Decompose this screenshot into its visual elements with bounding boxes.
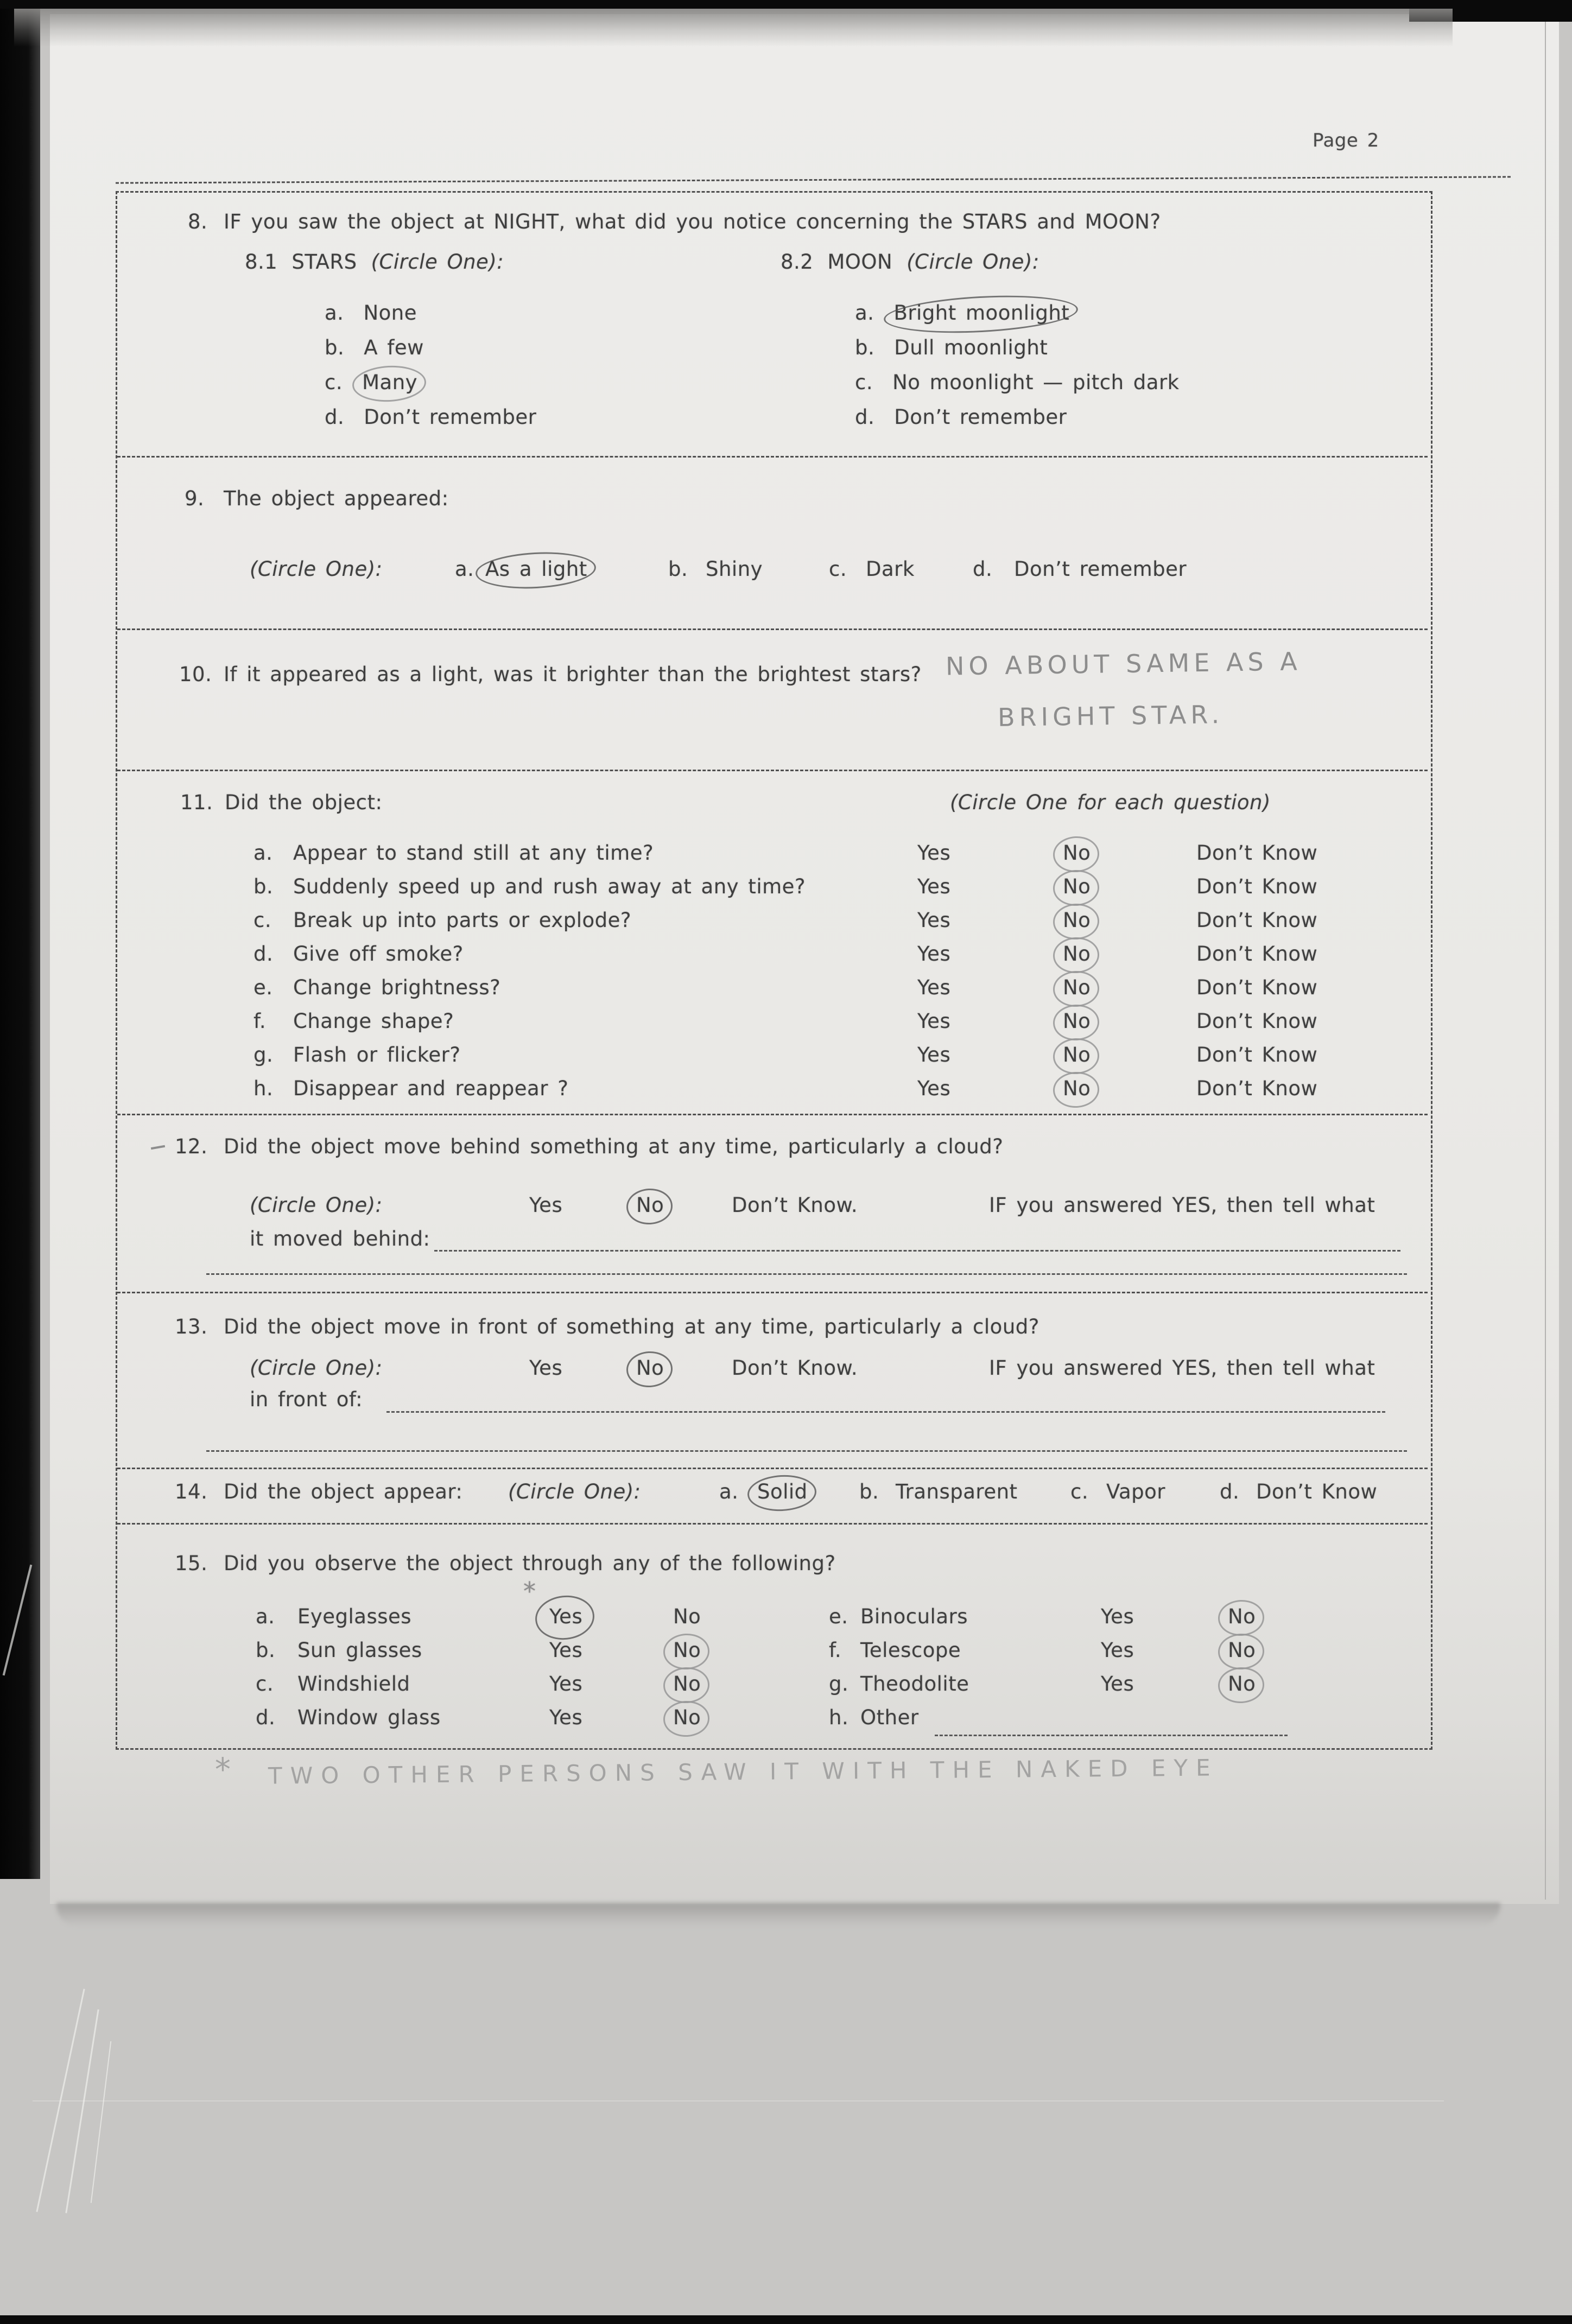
circled-answer-no: No (673, 1706, 701, 1729)
row-label: Eyeglasses (297, 1605, 412, 1628)
option-label: A few (364, 336, 424, 359)
circled-answer-as-a-light: As a light (485, 557, 587, 581)
yes-label: Yes (917, 976, 951, 999)
option-label: Don’t Know (1256, 1480, 1378, 1503)
option-letter: a. (455, 557, 474, 581)
yes-label: Yes (549, 1672, 583, 1696)
page-number: Page 2 (1313, 130, 1379, 151)
option-letter: h. (829, 1706, 849, 1729)
row-label: Telescope (860, 1639, 961, 1662)
section-divider (117, 1468, 1428, 1469)
option-letter: c. (253, 909, 272, 932)
circle-one-instruction: (Circle One): (508, 1480, 641, 1503)
option-letter: b. (253, 875, 274, 898)
row-label: Window glass (297, 1706, 441, 1729)
q8-stars-header (245, 251, 504, 274)
option-letter: h. (253, 1077, 274, 1100)
option-letter: a. (253, 841, 273, 865)
option-letter: a. (855, 301, 874, 325)
q11-row-g (0, 1044, 1572, 1072)
handwritten-answer-line2: BRIGHT STAR. (997, 700, 1224, 732)
q11-row-b (0, 875, 1572, 904)
option-letter: d. (253, 942, 274, 966)
question-text: Did the object move in front of something at any time, particularly a cloud? (224, 1315, 1039, 1338)
answer-blank (386, 1411, 1385, 1413)
circled-answer-no: No (1063, 909, 1091, 932)
circled-answer-no: No (636, 1193, 664, 1217)
yes-label: Yes (917, 841, 951, 865)
question-text: The object appeared: (224, 487, 449, 510)
option-letter: d. (256, 1706, 276, 1729)
dont-know-label: Don’t Know (1196, 841, 1318, 865)
q8-moon-option-a (855, 302, 1069, 325)
row-label: Sun glasses (297, 1639, 422, 1662)
yes-label: Yes (529, 1356, 563, 1380)
other-answer-blank (935, 1735, 1288, 1736)
option-label: Transparent (896, 1480, 1018, 1503)
question-number: 12. (175, 1135, 208, 1158)
option-label: Don’t remember (894, 405, 1067, 429)
option-letter: d. (325, 405, 345, 429)
continuation-label: it moved behind: (250, 1227, 430, 1250)
q11-row-h (0, 1077, 1572, 1106)
q8-stars-option-c (325, 371, 417, 395)
question-number: 9. (185, 487, 205, 510)
row-label: Give off smoke? (293, 942, 464, 966)
scan-edge-bottom (0, 2315, 1572, 2324)
dont-know-label: Don’t Know (1196, 1043, 1318, 1066)
q8-stars-option-b (325, 336, 424, 360)
sub-number: 8.1 (245, 250, 278, 274)
option-letter: c. (325, 371, 343, 394)
option-label: Don’t remember (364, 405, 537, 429)
dont-know-label: Don’t Know. (732, 1193, 858, 1217)
option-letter: g. (253, 1043, 274, 1066)
option-letter: e. (829, 1605, 848, 1628)
q12-choices-row (0, 1194, 1572, 1222)
row-label: Other (860, 1706, 919, 1729)
yes-label: Yes (1101, 1672, 1134, 1696)
option-letter: e. (253, 976, 273, 999)
no-label: No (673, 1605, 701, 1628)
option-letter: b. (325, 336, 345, 359)
option-label: None (363, 301, 417, 325)
question-number: 10. (179, 663, 212, 686)
yes-label: Yes (1101, 1605, 1134, 1628)
section-divider (117, 628, 1428, 630)
option-letter: c. (1070, 1480, 1089, 1503)
q14-row (0, 1481, 1572, 1509)
answer-blank (434, 1250, 1400, 1252)
circled-answer-no: No (1063, 1077, 1091, 1100)
yes-label: Yes (529, 1193, 563, 1217)
option-letter: a. (256, 1605, 275, 1628)
scan-scratch (65, 2009, 99, 2213)
question-text: Did the object appear: (224, 1480, 463, 1503)
circle-one-instruction: (Circle One): (907, 250, 1039, 274)
question-number: 13. (175, 1315, 208, 1338)
answer-blank-full (206, 1450, 1407, 1452)
q11-row-a (0, 842, 1572, 870)
circled-answer-no: No (1063, 1043, 1091, 1066)
footnote-asterisk: * (214, 1750, 239, 1788)
handwritten-answer-line1: NO ABOUT SAME AS A (945, 646, 1302, 681)
circled-answer-bright-moonlight: Bright moonlight (893, 301, 1070, 325)
option-label: Dark (866, 557, 915, 581)
circle-one-instruction: (Circle One): (371, 250, 504, 274)
question-number: 8. (188, 210, 208, 233)
scan-edge-top (0, 0, 1572, 9)
dont-know-label: Don’t Know (1196, 1009, 1318, 1033)
row-label: Flash or flicker? (293, 1043, 461, 1066)
question-text: Did the object: (225, 791, 383, 814)
asterisk-mark: * (523, 1577, 536, 1606)
sub-title: MOON (827, 250, 893, 274)
option-letter: c. (829, 557, 847, 581)
question-number: 11. (180, 791, 213, 814)
option-letter: c. (256, 1672, 274, 1696)
section-divider (117, 1292, 1428, 1293)
circled-answer-yes: Yes (549, 1605, 583, 1628)
circle-one-instruction: (Circle One for each question) (950, 791, 1271, 814)
option-letter: d. (855, 405, 875, 429)
circled-answer-no: No (636, 1356, 664, 1380)
circled-answer-no: No (1228, 1605, 1256, 1628)
q8-moon-option-d (855, 406, 1067, 429)
option-letter: b. (855, 336, 875, 359)
circled-answer-no: No (1228, 1639, 1256, 1662)
yes-label: Yes (917, 942, 951, 966)
circled-answer-no: No (1063, 942, 1091, 966)
yes-label: Yes (549, 1706, 583, 1729)
dont-know-label: Don’t Know. (732, 1356, 858, 1380)
option-letter: a. (325, 301, 344, 325)
if-yes-text: IF you answered YES, then tell what (989, 1193, 1376, 1217)
q11-row-c (0, 909, 1572, 937)
circled-answer-many: Many (362, 371, 418, 394)
scan-smudge-top (14, 9, 1453, 47)
option-label: Dull moonlight (894, 336, 1048, 359)
q8-stars-option-d (325, 406, 536, 429)
q11-row-f (0, 1010, 1572, 1038)
circled-answer-no: No (1063, 841, 1091, 865)
question-number: 14. (175, 1480, 208, 1503)
row-label: Appear to stand still at any time? (293, 841, 654, 865)
option-letter: c. (855, 371, 873, 394)
option-label: Shiny (706, 557, 763, 581)
dont-know-label: Don’t Know (1196, 909, 1318, 932)
row-label: Binoculars (860, 1605, 968, 1628)
q11-row-d (0, 943, 1572, 971)
option-letter: b. (256, 1639, 276, 1662)
option-letter: f. (829, 1639, 842, 1662)
yes-label: Yes (917, 1077, 951, 1100)
q8-moon-header (781, 251, 1039, 274)
option-letter: b. (668, 557, 688, 581)
q15-row-d (0, 1706, 1572, 1735)
yes-label: Yes (549, 1639, 583, 1662)
circled-answer-solid: Solid (757, 1480, 808, 1503)
q15-row-c (0, 1673, 1572, 1701)
circled-answer-no: No (673, 1639, 701, 1662)
option-label: No moonlight — pitch dark (892, 371, 1180, 394)
sub-number: 8.2 (781, 250, 814, 274)
section-divider (117, 770, 1428, 771)
row-label: Theodolite (860, 1672, 969, 1696)
dont-know-label: Don’t Know (1196, 976, 1318, 999)
circled-answer-no: No (1228, 1672, 1256, 1696)
row-label: Windshield (297, 1672, 410, 1696)
option-letter: g. (829, 1672, 849, 1696)
question-text: Did you observe the object through any of the following? (224, 1552, 836, 1575)
paper-bottom-shadow (56, 1903, 1500, 1927)
option-letter: d. (973, 557, 993, 581)
circle-one-instruction: (Circle One): (250, 1193, 383, 1217)
circled-answer-no: No (1063, 1009, 1091, 1033)
scan-scratch (91, 2041, 112, 2203)
circle-one-instruction: (Circle One): (250, 557, 383, 581)
yes-label: Yes (917, 875, 951, 898)
row-label: Change brightness? (293, 976, 501, 999)
question-text: Did the object move behind something at any time, particularly a cloud? (224, 1135, 1004, 1158)
option-label: Don’t remember (1014, 557, 1187, 581)
row-label: Break up into parts or explode? (293, 909, 632, 932)
continuation-label: in front of: (250, 1388, 363, 1411)
q8-moon-option-c (855, 371, 1180, 395)
circled-answer-no: No (673, 1672, 701, 1696)
answer-blank-full (206, 1273, 1407, 1275)
circle-one-instruction: (Circle One): (250, 1356, 383, 1380)
yes-label: Yes (917, 1043, 951, 1066)
option-letter: a. (719, 1480, 739, 1503)
q9-options-row (0, 558, 1572, 586)
sub-title: STARS (291, 250, 357, 274)
q8-moon-option-b (855, 336, 1048, 360)
question-text: If it appeared as a light, was it brighter than the brightest stars? (224, 663, 922, 686)
yes-label: Yes (917, 1009, 951, 1033)
q8-stars-option-a (325, 302, 417, 325)
section-divider (117, 1114, 1428, 1115)
dont-know-label: Don’t Know (1196, 1077, 1318, 1100)
row-label: Suddenly speed up and rush away at any time? (293, 875, 806, 898)
dont-know-label: Don’t Know (1196, 875, 1318, 898)
dont-know-label: Don’t Know (1196, 942, 1318, 966)
circled-answer-no: No (1063, 976, 1091, 999)
question-text: IF you saw the object at NIGHT, what did you notice concerning the STARS and MOON? (224, 210, 1161, 233)
if-yes-text: IF you answered YES, then tell what (989, 1356, 1376, 1380)
circled-answer-no: No (1063, 875, 1091, 898)
yes-label: Yes (1101, 1639, 1134, 1662)
option-letter: f. (253, 1009, 267, 1033)
q11-row-e (0, 976, 1572, 1005)
option-label: Vapor (1106, 1480, 1165, 1503)
section-divider (117, 1523, 1428, 1525)
section-divider (117, 456, 1428, 458)
row-label: Change shape? (293, 1009, 454, 1033)
footnote-text: TWO OTHER PERSONS SAW IT WITH THE NAKED EYE (268, 1754, 1219, 1789)
option-letter: b. (859, 1480, 879, 1503)
scan-edge-left (0, 0, 40, 1879)
yes-label: Yes (917, 909, 951, 932)
q15-row-a (0, 1605, 1572, 1634)
option-letter: d. (1220, 1480, 1240, 1503)
scan-scratch (33, 2100, 1444, 2101)
row-label: Disappear and reappear ? (293, 1077, 569, 1100)
question-number: 15. (175, 1552, 208, 1575)
q15-row-b (0, 1639, 1572, 1667)
q13-choices-row (0, 1357, 1572, 1385)
